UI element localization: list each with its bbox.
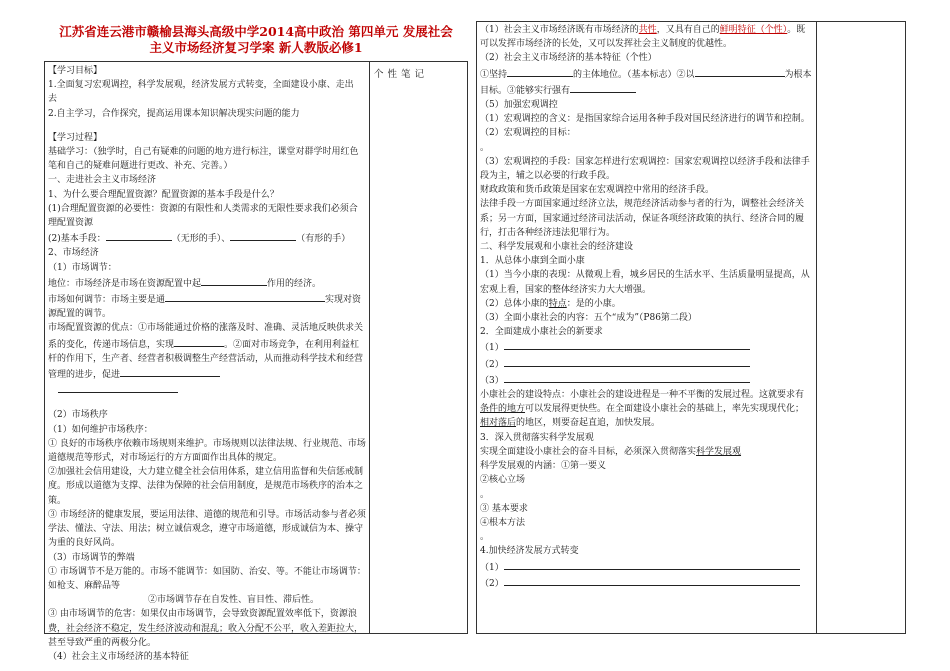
feature-2: （2）社会主义市场经济的基本特征（个性） [480, 53, 657, 64]
blank-advantage-1[interactable] [174, 336, 224, 347]
section-1-heading: 一、走进社会主义市场经济 [48, 175, 157, 186]
req-3: （3） [480, 372, 812, 388]
basic-features-heading: （4）社会主义市场经济的基本特征 [48, 651, 189, 662]
right-margin-divider [816, 21, 817, 634]
right-content [480, 23, 812, 591]
macro-fiscal: 财政政策和货币政策是国家在宏观调控中常用的经济手段。 [480, 185, 715, 196]
drawback-harm: ③ 由市场调节的危害：如果仅由市场调节，会导致资源配置效率低下，资源浪费，社会经济不稳定，发生经济波动和混乱；收入分配不公平，收入差距拉大，甚至导致严重的两极分化。 [48, 609, 364, 648]
goal-header: 【学习目标】 [48, 66, 103, 76]
scientific-core: ②核心立场 [480, 475, 526, 486]
blank-goal[interactable] [695, 66, 785, 77]
blank-invisible-hand[interactable] [106, 230, 172, 241]
order-1: （1）如何维护市场秩序： [48, 424, 153, 435]
scientific-method-end: 。 [480, 532, 490, 543]
question-2: 2、市场经济 [48, 248, 99, 259]
xiaokang-content: （3）全面小康社会的内容：五个“成为”（P86第二段） [480, 313, 697, 324]
blank-ownership[interactable] [507, 66, 573, 77]
transform-2: （2） [480, 575, 812, 591]
goal-2: 2.自主学习，合作探究，提高运用课本知识解决现实问题的能力 [48, 108, 300, 119]
macro-goal-end: 。 [480, 142, 490, 153]
market-regulation: （1）市场调节： [48, 262, 117, 273]
macro-goal: （2）宏观调控的目标： [480, 128, 576, 139]
blank-advantage-2[interactable] [120, 366, 220, 377]
market-status: 地位：市场经济是市场在资源配置中起 作用的经济。 [48, 275, 366, 291]
blank-req-3[interactable] [504, 372, 750, 383]
scientific-core-end: 。 [480, 489, 490, 500]
xiaokang-features: （2）总体小康的特点：是的小康。 [480, 298, 621, 309]
process-header: 【学习过程】 [48, 132, 103, 143]
blank-req-1[interactable] [504, 339, 750, 350]
feature-1: （1）社会主义市场经济既有市场经济的共性，又具有自己的鲜明特征（个性）。既可以发挥市场经济的长处，又可以发挥社会主义制度的优越性。 [480, 25, 806, 50]
market-how: 市场如何调节：市场主要是通 实现对资源配置的调节。 [48, 291, 366, 321]
blank-transform-2[interactable] [504, 575, 800, 586]
order-rules: ① 良好的市场秩序依赖市场规则来维护。市场规则以法律法规、行业规范、市场道德规范等形式，对市场运行的方方面面作出具体的规定。 [48, 438, 366, 464]
req-2: （2） [480, 356, 812, 372]
question-1b: (2)基本手段： （无形的手）、 （有形的手） [48, 230, 366, 246]
order-law-morality: ③ 市场经济的健康发展，要运用法律、道德的规范和引导。市场活动参与者必须学法、懂法、守法、用法；树立诚信观念，遵守市场道德，形成诚信为本、操守为重的良好风尚。 [48, 509, 366, 549]
macro-heading: （5）加强宏观调控 [480, 100, 558, 111]
drawback-1: ① 市场调节不是万能的。市场不能调节：如国防、治安、等。不能让市场调节：如枪支、麻醉品等 [48, 566, 366, 591]
title-line-1: 江苏省连云港市赣榆县海头高级中学2014高中政治 第四单元 发展社会 [59, 24, 453, 39]
macro-meaning: （1）宏观调控的含义：是指国家综合运用各种手段对国民经济进行的调节和控制。 [480, 114, 810, 125]
goal-1a: 1.全面复习宏观调控，科学发展观，经济发展方式转变，全面建设小康、走出 [48, 80, 354, 91]
section-2-heading: 二、科学发展观和小康社会的经济建设 [480, 242, 634, 253]
xiaokang-now: （1）当今小康的表现：从微观上看，城乡居民的生活水平、生活质量明显提高，从宏观上看，国家的整体经济实力大大增强。 [480, 270, 810, 295]
market-order: （2）市场秩序 [48, 410, 108, 421]
basic-study: 基础学习：（独学时，自己有疑难的问题的地方进行标注，课堂对群学时用红色笔和自己的疑难问题进行更改、补充、完善。） [48, 147, 359, 172]
xiaokang-req-heading: 2．全面建成小康社会的新要求 [480, 327, 603, 338]
macro-law: 法律手段一方面国家通过经济立法，规范经济活动参与者的行为，调整社会经济关系；另一方面，国家通过经济司法活动，保证各项经济政策的执行、经济合同的履行，打击各种经济违法犯罪行为。 [480, 199, 805, 238]
scientific-basic: ③ 基本要求 [480, 503, 528, 514]
xiaokang-1: 1．从总体小康到全面小康 [480, 256, 585, 267]
market-advantages: 市场配置资源的优点：①市场能通过价格的涨落及时、准确、灵活地反映供求关系的变化，传递市场信息，实现 。②面对市场竞争，在利用利益杠杆的作用下，生产者、经营者积极调整生产经营活动，从而推动科学技术和经营管理的进步，促进 [48, 323, 364, 381]
scientific-heading: 3．深入贯彻落实科学发展观 [480, 432, 594, 443]
blank-visible-hand[interactable] [230, 230, 296, 241]
drawback-1b: ②市场调节存在自发性、盲目性、滞后性。 [148, 595, 320, 606]
question-1a: (1)合理配置资源的必要性：资源的有限性和人类需求的无限性要求我们必须合理配置资源 [48, 203, 358, 229]
blank-role[interactable] [201, 275, 267, 286]
blank-mechanism[interactable] [165, 291, 325, 302]
req-1: （1） [480, 339, 812, 355]
notes-divider [369, 61, 370, 634]
transform-1: （1） [480, 559, 812, 575]
blank-req-2[interactable] [504, 356, 750, 367]
feature-3: ①坚持 的主体地位。（基本标志）②以 为根本目标。③能够实行强有 [480, 66, 812, 98]
question-1: 1、为什么要合理配置资源？配置资源的基本手段是什么？ [48, 189, 279, 200]
blank-transform-1[interactable] [504, 559, 800, 570]
build-features: 小康社会的建设特点：小康社会的建设进程是一种不平衡的发展过程。这就要求有条件的地方可以发展得更快些。在全面建设小康社会的基础上，率先实现现代化；相对落后的地区，则要奋起直追，加快发展。 [480, 390, 805, 429]
transform-heading: 4.加快经济发展方式转变 [480, 546, 579, 557]
notes-header: 个性笔记 [374, 69, 429, 80]
scientific-essence: 科学发展观的内涵：①第一要义 [480, 461, 607, 472]
page-title [46, 24, 466, 56]
blank-macro[interactable] [570, 82, 636, 93]
goal-1b: 去 [48, 94, 58, 105]
scientific-method: ④根本方法 [480, 517, 526, 528]
blank-advantage-3[interactable] [58, 382, 178, 393]
scientific-intro: 实现全面建设小康社会的奋斗目标，必须深入贯彻落实科学发展观 [480, 446, 742, 457]
left-content [48, 64, 366, 664]
macro-means: （3）宏观调控的手段：国家怎样进行宏观调控：国家宏观调控以经济手段和法律手段为主，辅之以必要的行政手段。 [480, 156, 810, 182]
title-line-2: 主义市场经济复习学案 新人教版必修1 [149, 40, 363, 55]
order-credit: ②加强社会信用建设，大力建立健全社会信用体系，建立信用监督和失信惩戒制度。形成以道德为支撑、法律为保障的社会信用制度，是规范市场秩序的治本之策。 [48, 467, 364, 506]
market-drawbacks: （3）市场调节的弊端 [48, 552, 135, 563]
